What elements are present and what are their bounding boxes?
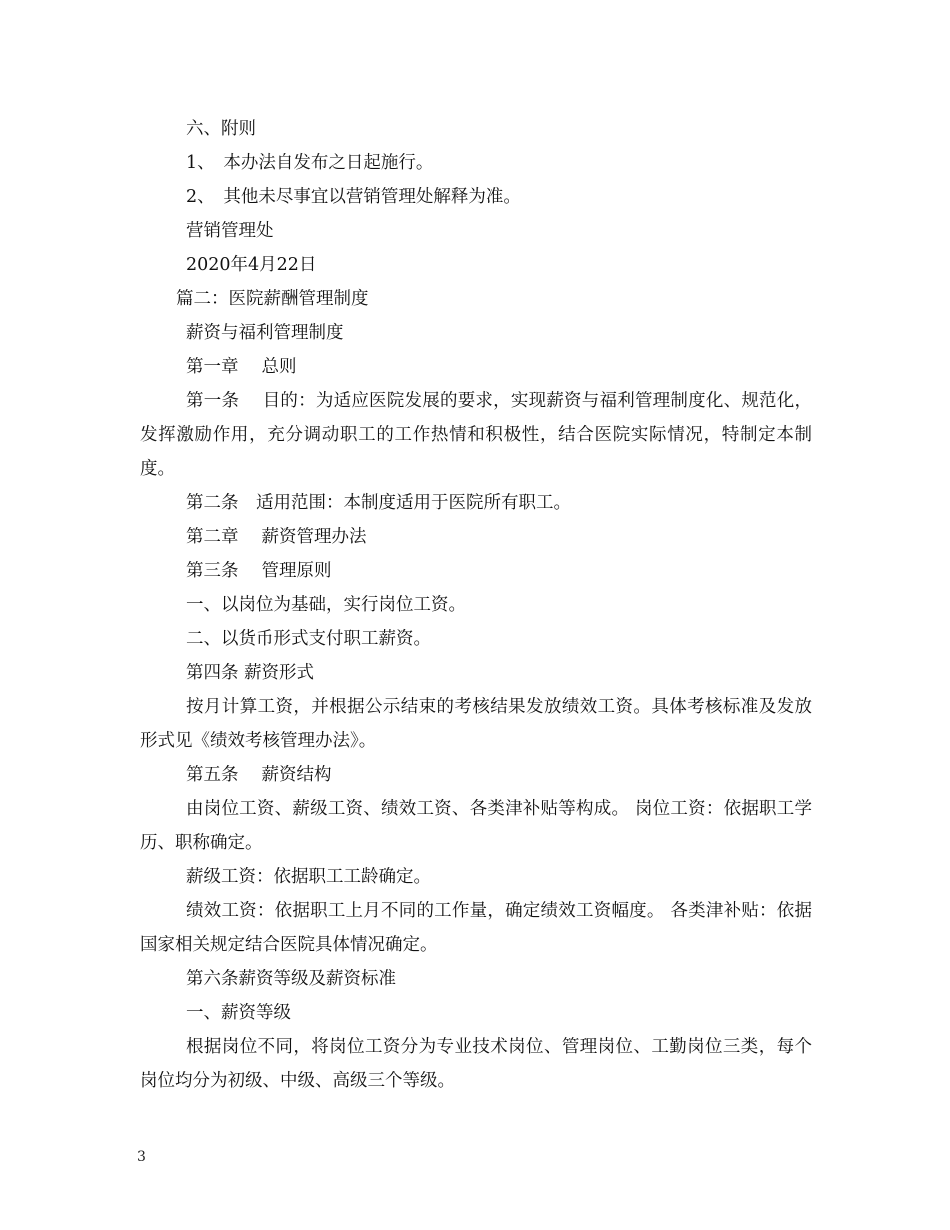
paragraph-principle-2: 二、以货币形式支付职工薪资。 bbox=[186, 629, 431, 649]
paragraph-appendix-heading: 六、附则 bbox=[186, 119, 256, 139]
paragraph-article-1: 第一条 目的：为适应医院发展的要求，实现薪资与福利管理制度化、规范化，发挥激励作用，充分调动职工的工作热情和积极性，结合医院实际情况，特制定本制度。 bbox=[140, 391, 812, 479]
paragraph-article-3: 第三条 管理原则 bbox=[186, 561, 332, 581]
paragraph-chapter-1: 第一章 总则 bbox=[186, 357, 297, 377]
paragraph-policy-title: 薪资与福利管理制度 bbox=[186, 323, 344, 343]
paragraph-issuer: 营销管理处 bbox=[186, 221, 274, 241]
paragraph-salary-structure: 由岗位工资、薪级工资、绩效工资、各类津补贴等构成。 岗位工资：依据职工学历、职称确定。 bbox=[140, 799, 812, 853]
paragraph-article-6: 第六条薪资等级及薪资标准 bbox=[186, 969, 396, 989]
paragraph-article-2: 第二条 适用范围：本制度适用于医院所有职工。 bbox=[186, 493, 571, 513]
paragraph-chapter-2: 第二章 薪资管理办法 bbox=[186, 527, 367, 547]
paragraph-seniority-pay: 薪级工资：依据职工工龄确定。 bbox=[186, 867, 431, 887]
paragraph-salary-grade-heading: 一、薪资等级 bbox=[186, 1003, 291, 1023]
paragraph-salary-form: 按月计算工资，并根据公示结束的考核结果发放绩效工资。具体考核标准及发放形式见《绩效考核管理办法》。 bbox=[140, 697, 812, 751]
page-number: 3 bbox=[137, 1149, 146, 1165]
paragraph-appendix-item-2: 2、 其他未尽事宜以营销管理处解释为准。 bbox=[186, 187, 521, 207]
paragraph-appendix-item-1: 1、 本办法自发布之日起施行。 bbox=[186, 153, 434, 173]
paragraph-date: 2020年4月22日 bbox=[186, 255, 317, 275]
document-body bbox=[140, 112, 812, 1098]
paragraph-performance-pay: 绩效工资：依据职工上月不同的工作量，确定绩效工资幅度。 各类津补贴：依据国家相关规定结合医院具体情况确定。 bbox=[140, 901, 812, 955]
paragraph-principle-1: 一、以岗位为基础，实行岗位工资。 bbox=[186, 595, 466, 615]
paragraph-salary-grade-text: 根据岗位不同，将岗位工资分为专业技术岗位、管理岗位、工勤岗位三类，每个岗位均分为初级、中级、高级三个等级。 bbox=[140, 1037, 812, 1091]
paragraph-part-two-title: 篇二：医院薪酬管理制度 bbox=[176, 289, 369, 309]
paragraph-article-5: 第五条 薪资结构 bbox=[186, 765, 332, 785]
paragraph-article-4: 第四条 薪资形式 bbox=[186, 663, 315, 683]
